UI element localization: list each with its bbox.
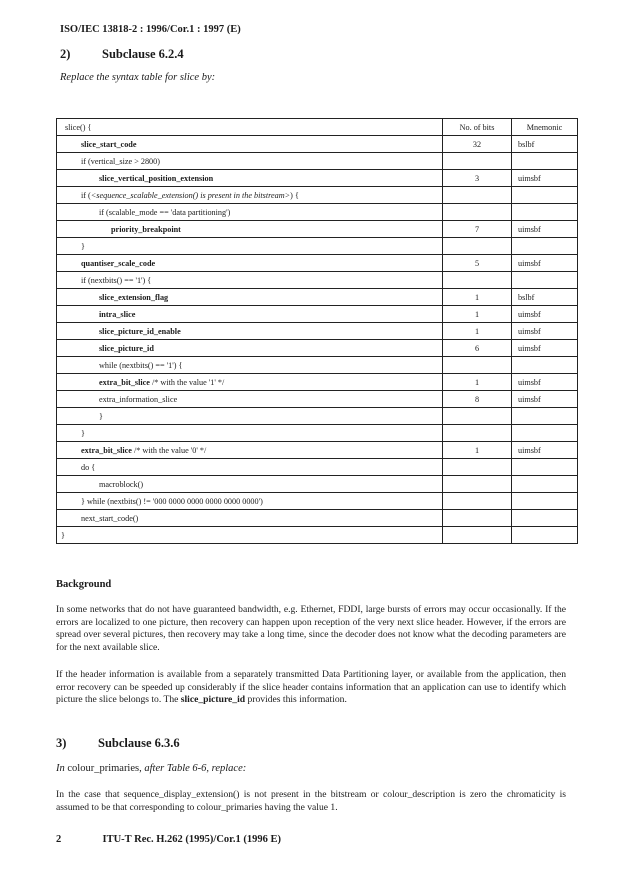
mnemonic-header: Mnemonic <box>512 119 578 136</box>
section-2-number: 2) <box>60 47 71 61</box>
slice-syntax-table <box>56 118 578 544</box>
bits-cell <box>443 153 512 170</box>
section-3-title: Subclause 6.3.6 <box>98 736 180 750</box>
syntax-cell <box>57 340 443 357</box>
table-row <box>57 442 578 459</box>
syntax-cell <box>57 306 443 323</box>
syntax-cell <box>57 442 443 459</box>
background-paragraph-2 <box>56 669 566 707</box>
table-row <box>57 255 578 272</box>
syntax-text: while (nextbits() == '1') { <box>99 360 183 370</box>
table-row <box>57 306 578 323</box>
background-paragraph-1: In some networks that do not have guaranteed bandwidth, e.g. Ethernet, FDDI, large bursts of errors may occur occasionally. If the errors are localized to one picture, then recovery can happen upon reception of the very next slice header. However, if the errors are spread over several pictures, then recovery may take a long time, since the decoder does not know what the decoding parameters are for the next available slice. <box>56 604 566 653</box>
bits-cell: 1 <box>443 289 512 306</box>
mnemonic-cell <box>512 238 578 255</box>
table-header-row <box>57 119 578 136</box>
mnemonic-cell: uimsbf <box>512 255 578 272</box>
table-row <box>57 272 578 289</box>
syntax-text: slice_picture_id <box>99 343 154 353</box>
syntax-text: slice_extension_flag <box>99 292 169 302</box>
syntax-cell <box>57 493 443 510</box>
syntax-cell <box>57 391 443 408</box>
syntax-cell <box>57 476 443 493</box>
bits-cell <box>443 238 512 255</box>
section-2-title: Subclause 6.2.4 <box>102 47 184 61</box>
table-row <box>57 221 578 238</box>
table-row <box>57 136 578 153</box>
table-row <box>57 408 578 425</box>
mnemonic-cell: uimsbf <box>512 391 578 408</box>
background-heading: Background <box>56 579 112 590</box>
section-3-paragraph: In the case that sequence_display_extension() is not present in the bitstream or colour_description is zero the chromaticity is assumed to be that corresponding to colour_primaries having the value 1. <box>56 789 566 813</box>
syntax-cell <box>57 527 443 544</box>
bits-cell <box>443 510 512 527</box>
bits-cell <box>443 425 512 442</box>
slice-picture-id-term: slice_picture_id <box>180 694 246 705</box>
table-row <box>57 289 578 306</box>
bits-cell: 1 <box>443 442 512 459</box>
syntax-text: slice_vertical_position_extension <box>99 173 214 183</box>
syntax-text: priority_breakpoint <box>111 224 181 234</box>
table-row <box>57 170 578 187</box>
table-row <box>57 493 578 510</box>
syntax-text: } <box>81 241 85 251</box>
syntax-text: quantiser_scale_code <box>81 258 156 268</box>
syntax-cell <box>57 187 443 204</box>
recommendation-id: ITU-T Rec. H.262 (1995)/Cor.1 (1996 E) <box>102 834 281 845</box>
bits-cell <box>443 204 512 221</box>
syntax-cell <box>57 238 443 255</box>
bits-cell <box>443 357 512 374</box>
bits-cell <box>443 527 512 544</box>
bits-cell: 3 <box>443 170 512 187</box>
syntax-cell <box>57 153 443 170</box>
syntax-cell <box>57 289 443 306</box>
table-row <box>57 357 578 374</box>
syntax-text: if (<sequence_scalable_extension() is present in the bitstream>) { <box>81 190 299 200</box>
syntax-text: next_start_code() <box>81 513 139 523</box>
syntax-cell <box>57 408 443 425</box>
syntax-cell <box>57 459 443 476</box>
bits-cell <box>443 459 512 476</box>
table-row <box>57 425 578 442</box>
bits-header: No. of bits <box>443 119 512 136</box>
table-row <box>57 187 578 204</box>
syntax-cell <box>57 357 443 374</box>
syntax-cell <box>57 323 443 340</box>
bits-cell: 1 <box>443 323 512 340</box>
syntax-cell <box>57 510 443 527</box>
table-row <box>57 323 578 340</box>
syntax-cell <box>57 425 443 442</box>
document-id: ISO/IEC 13818-2 : 1996/Cor.1 : 1997 (E) <box>60 24 241 35</box>
syntax-cell <box>57 255 443 272</box>
syntax-cell <box>57 272 443 289</box>
mnemonic-cell <box>512 493 578 510</box>
mnemonic-cell <box>512 272 578 289</box>
mnemonic-cell: uimsbf <box>512 374 578 391</box>
table-row <box>57 476 578 493</box>
syntax-text: if (scalable_mode == 'data partitioning') <box>99 207 231 217</box>
mnemonic-cell <box>512 425 578 442</box>
mnemonic-cell <box>512 459 578 476</box>
mnemonic-cell <box>512 510 578 527</box>
syntax-cell <box>57 204 443 221</box>
mnemonic-cell <box>512 476 578 493</box>
syntax-cell <box>57 221 443 238</box>
syntax-text: } while (nextbits() != '000 0000 0000 0000 0000 0000') <box>81 496 263 506</box>
mnemonic-cell: bslbf <box>512 136 578 153</box>
mnemonic-cell: uimsbf <box>512 170 578 187</box>
syntax-text: intra_slice <box>99 309 136 319</box>
background-paragraph-2-end: provides this information. <box>245 694 347 705</box>
table-row <box>57 459 578 476</box>
table-row <box>57 510 578 527</box>
mnemonic-cell <box>512 204 578 221</box>
syntax-text: slice_start_code <box>81 139 137 149</box>
mnemonic-cell: uimsbf <box>512 340 578 357</box>
syntax-cell <box>57 170 443 187</box>
footer <box>56 834 281 845</box>
section-2-instruction: Replace the syntax table for slice by: <box>60 72 216 83</box>
mnemonic-cell: uimsbf <box>512 323 578 340</box>
bits-cell: 6 <box>443 340 512 357</box>
section-3-instruction: In colour_primaries, after Table 6-6, replace: <box>56 763 247 774</box>
syntax-text: extra_bit_slice /* with the value '0' */ <box>81 445 207 455</box>
bits-cell: 1 <box>443 306 512 323</box>
mnemonic-cell <box>512 357 578 374</box>
bits-cell <box>443 272 512 289</box>
syntax-header: slice() { <box>57 119 443 136</box>
syntax-text: if (vertical_size > 2800) <box>81 156 160 166</box>
mnemonic-cell <box>512 187 578 204</box>
syntax-text: } <box>81 428 85 438</box>
mnemonic-cell <box>512 408 578 425</box>
mnemonic-cell: bslbf <box>512 289 578 306</box>
mnemonic-cell: uimsbf <box>512 221 578 238</box>
bits-cell: 7 <box>443 221 512 238</box>
table-row <box>57 238 578 255</box>
bits-cell <box>443 187 512 204</box>
bits-cell: 8 <box>443 391 512 408</box>
table-row <box>57 527 578 544</box>
table-row <box>57 374 578 391</box>
page-number: 2 <box>56 834 62 845</box>
bits-cell: 1 <box>443 374 512 391</box>
bits-cell: 5 <box>443 255 512 272</box>
syntax-text: slice_picture_id_enable <box>99 326 181 336</box>
bits-cell <box>443 408 512 425</box>
table-row <box>57 391 578 408</box>
syntax-text: extra_information_slice <box>99 394 178 404</box>
syntax-text: } <box>99 411 103 421</box>
mnemonic-cell <box>512 527 578 544</box>
syntax-text: if (nextbits() == '1') { <box>81 275 152 285</box>
syntax-cell <box>57 136 443 153</box>
table-row <box>57 340 578 357</box>
syntax-text: } <box>61 530 65 540</box>
bits-cell: 32 <box>443 136 512 153</box>
syntax-text: do { <box>81 462 96 472</box>
syntax-text: extra_bit_slice /* with the value '1' */ <box>99 377 225 387</box>
mnemonic-cell: uimsbf <box>512 306 578 323</box>
mnemonic-cell: uimsbf <box>512 442 578 459</box>
section-3-number: 3) <box>56 736 67 750</box>
syntax-cell <box>57 374 443 391</box>
background-paragraph-2-text: If the header information is available from a separately transmitted Data Partitioning layer, or available from the application, then error recovery can be speeded up considerably if the slice header contains information that an application can use to identify which picture the slice belongs to. The <box>56 669 566 705</box>
mnemonic-cell <box>512 153 578 170</box>
bits-cell <box>443 493 512 510</box>
syntax-text: macroblock() <box>99 479 144 489</box>
table-row <box>57 153 578 170</box>
bits-cell <box>443 476 512 493</box>
table-row <box>57 204 578 221</box>
